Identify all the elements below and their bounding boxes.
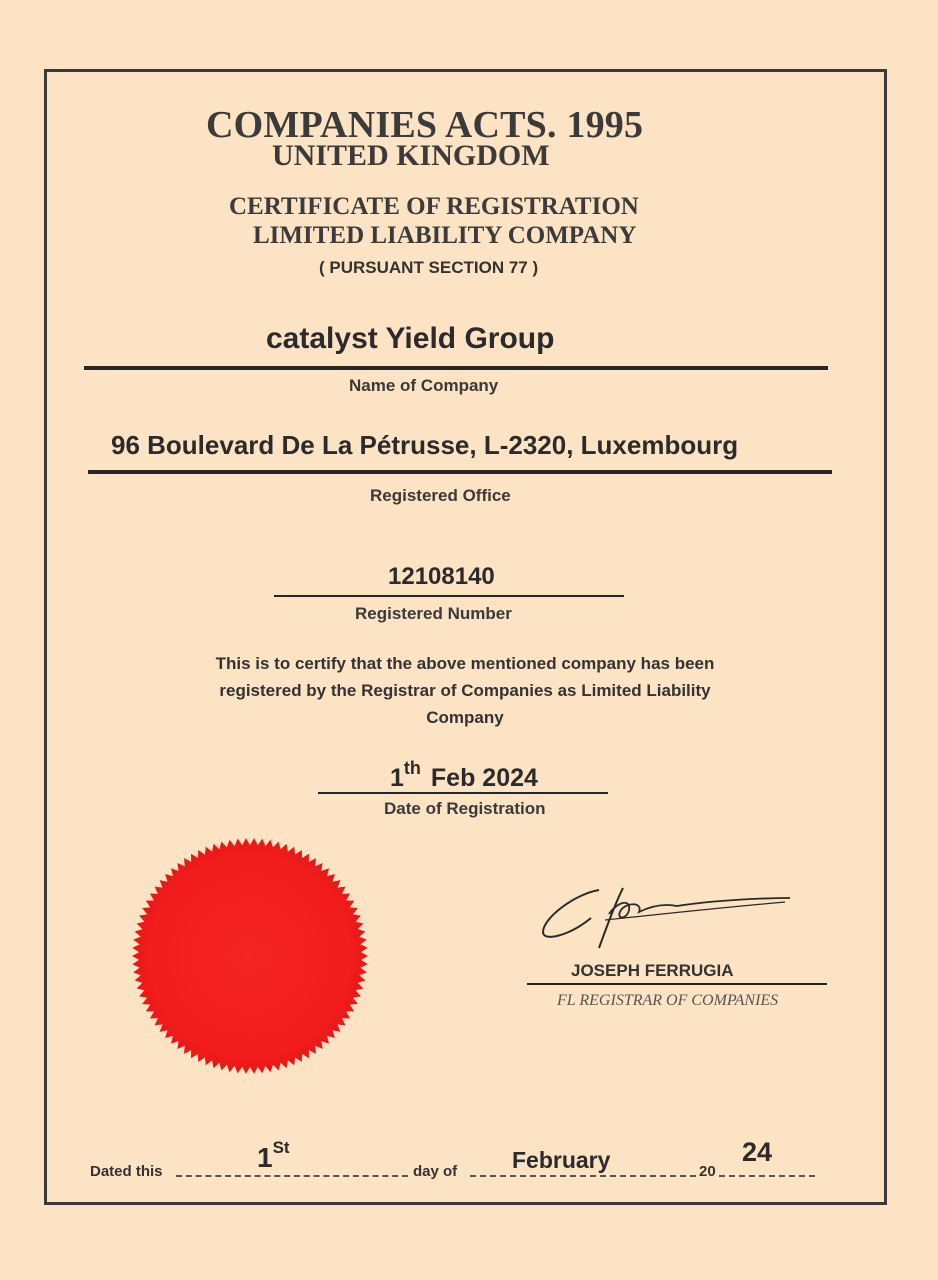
signature-icon [535,880,795,955]
act-title: COMPANIES ACTS. 1995 [206,104,644,146]
day-of-label: day of [413,1163,458,1180]
company-name-rule [84,366,828,370]
registration-day-suffix: th [403,758,421,778]
registered-office-caption: Registered Office [370,486,511,505]
day-dashed-line [176,1175,408,1177]
dated-this-label: Dated this [90,1163,163,1180]
office-rule [88,470,832,474]
registration-date [390,758,538,793]
dated-month: February [512,1147,611,1173]
registration-day: 1 [390,764,404,792]
dated-year: 24 [742,1137,773,1167]
registered-number: 12108140 [388,563,495,590]
number-rule [274,595,624,597]
certification-statement: This is to certify that the above mentioned company has been registered by the Registrar of Companies as Limited Liability Company [215,654,715,727]
red-seal-icon [130,836,370,1076]
registration-month-year: Feb 2024 [430,764,538,792]
date-rule [318,792,608,794]
signatory-rule [527,983,827,985]
signatory-title: FL REGISTRAR OF COMPANIES [557,992,779,1009]
company-name-caption: Name of Company [349,376,499,395]
certificate-title: CERTIFICATE OF REGISTRATION [229,193,639,220]
registered-office: 96 Boulevard De La Pétrusse, L-2320, Luxembourg [111,430,739,460]
year-prefix-label: 20 [699,1163,716,1180]
registration-date-caption: Date of Registration [384,799,546,818]
registered-number-caption: Registered Number [355,604,512,623]
dated-day-number: 1 [257,1142,273,1173]
signatory-name: JOSEPH FERRUGIA [571,961,734,980]
year-dashed-line [719,1175,815,1177]
company-type-title: LIMITED LIABILITY COMPANY [253,222,637,249]
dated-day-suffix: St [272,1138,290,1157]
pursuant-section: ( PURSUANT SECTION 77 ) [319,258,539,277]
dated-day [257,1138,290,1174]
country-title: UNITED KINGDOM [272,139,550,172]
company-name: catalyst Yield Group [266,322,555,355]
month-dashed-line [470,1175,696,1177]
